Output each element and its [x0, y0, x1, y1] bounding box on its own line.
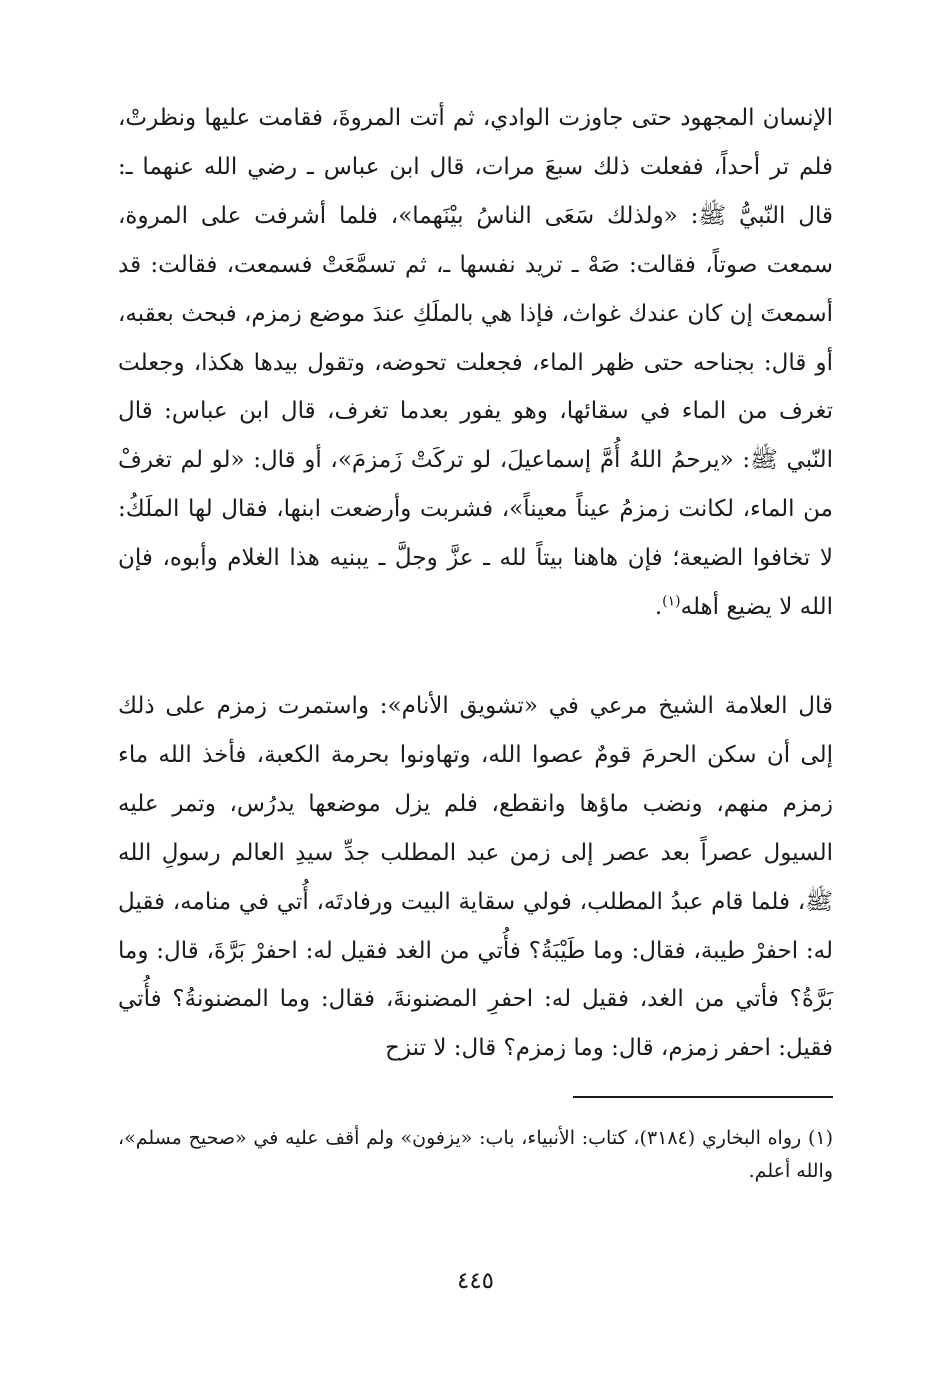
- paragraph-1-text: الإنسان المجهود حتى جاوزت الوادي، ثم أتت المروةَ، فقامت عليها ونظرتْ، فلم تر أحداً، ففعلت ذلك سبعَ مرات، قال ابن عباس ـ رضي الله عنهما ـ: قال النّبيُّ ﷺ: «ولذلك سَعَى الناسُ بيْنَهما»، فلما أشرفت على المروة، سمعت صوتاً، فقالت: صَهْ ـ تريد نفسها ـ، ثم تسمَّعَتْ فسمعت، فقالت: قد أسمعتَ إن كان عندك غواث، فإذا هي بالملَكِ عندَ موضع زمزم، فبحث بعقبه، أو قال: بجناحه حتى ظهر الماء، فجعلت تحوضه، وتقول بيدها هكذا، وجعلت تغرف من الماء في سقائها، وهو يفور بعدما تغرف، قال ابن عباس: قال النّبي ﷺ: «يرحمُ اللهُ أُمَّ إسماعيلَ، لو تركَتْ زَمزمَ»، أو قال: «لو لم تغرفْ من الماء، لكانت زمزمُ عيناً معيناً»، فشربت وأرضعت ابنها، فقال لها الملَكُ: لا تخافوا الضيعة؛ فإن هاهنا بيتاً لله ـ عزَّ وجلَّ ـ يبنيه هذا الغلام وأبوه، فإن الله لا يضيع أهله: [118, 105, 833, 621]
- body-paragraph-2: [118, 682, 833, 1073]
- footnote-divider: [573, 1096, 833, 1098]
- footnote-1: (١) رواه البخاري (٣١٨٤)، كتاب: الأنبياء، باب: «يزفون» ولم أقف عليه في «صحيح مسلم»، والله أعلم.: [118, 1127, 834, 1182]
- paragraph-2-text: قال العلامة الشيخ مرعي في «تشويق الأنام»: واستمرت زمزم على ذلك إلى أن سكن الحرمَ قومٌ عصوا الله، وتهاونوا بحرمة الكعبة، فأخذ الله ماء زمزم منهم، ونضب ماؤها وانقطع، فلم يزل موضعها يدرُس، وتمر عليه السيول عصراً بعد عصر إلى زمن عبد المطلب جدِّ سيدِ العالم رسولِ الله ﷺ، فلما قام عبدُ المطلب، فولي سقاية البيت ورفادتَه، أُتي في منامه، فقيل له: احفرْ طيبة، فقال: وما طَيْبَةُ؟ فأُتي من الغد فقيل له: احفرْ بَرَّةَ، قال: وما بَرَّةُ؟ فأتي من الغد، فقيل له: احفرِ المضنونةَ، فقال: وما المضنونةُ؟ فأُتي فقيل: احفر زمزم، قال: وما زمزم؟ قال: لا تنزح: [118, 693, 833, 1062]
- page-number: ٤٤٥: [456, 1268, 495, 1294]
- body-paragraph-1: [118, 94, 833, 632]
- paragraph-1-end: .: [654, 594, 663, 621]
- footnote-reference-1[interactable]: (١): [662, 593, 681, 610]
